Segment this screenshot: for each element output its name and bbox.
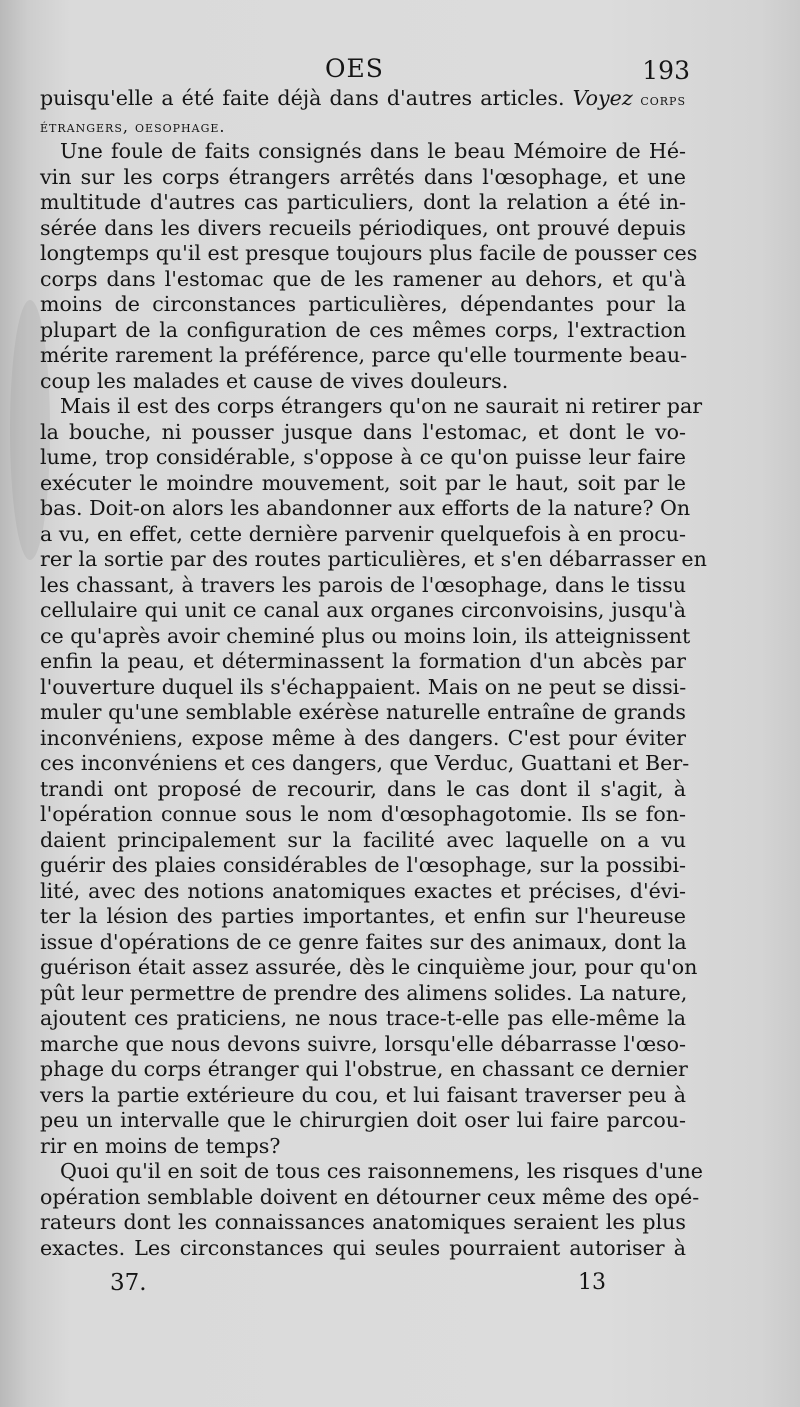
text-line: guérir des plaies considérables de l'œsophage, sur la possibi- (40, 853, 686, 877)
text-line: moins de circonstances particulières, dépendantes pour la (40, 292, 686, 316)
text-line: longtemps qu'il est presque toujours plus facile de pousser ces (40, 241, 698, 265)
paragraph-2 (40, 139, 698, 394)
text-line: peu un intervalle que le chirurgien doit oser lui faire parcou- (40, 1108, 686, 1132)
text-line: vin sur les corps étrangers arrêtés dans l'œsophage, et une (40, 164, 686, 189)
sheet-number: 13 (578, 1270, 606, 1295)
text-line: opération semblable doivent en détourner ceux même des opé- (40, 1184, 700, 1209)
text-line: bas. Doit-on alors les abandonner aux efforts de la nature? On (40, 496, 691, 520)
text-line: trandi ont proposé de recourir, dans le cas dont il s'agit, à (40, 776, 686, 801)
text-line: ajoutent ces praticiens, ne nous trace-t-elle pas elle-même la (40, 1006, 686, 1030)
text-line: a vu, en effet, cette dernière parvenir quelquefois à en procu- (40, 521, 686, 546)
text-line: marche que nous devons suivre, lorsqu'elle débarrasse l'œso- (40, 1031, 686, 1056)
signature-mark: 37. (110, 1270, 147, 1296)
paragraph-1-line-1: puisqu'elle a été faite déjà dans d'autres articles. Voyez corps (40, 86, 686, 110)
text-line: les chassant, à travers les parois de l'œsophage, dans le tissu (40, 572, 686, 597)
body-text (40, 86, 707, 1261)
text-line: Quoi qu'il en soit de tous ces raisonnemens, les risques d'une (60, 1159, 703, 1183)
text-line: enfin la peau, et déterminassent la formation d'un abcès par (40, 649, 686, 673)
text-line: sérée dans les divers recueils périodiques, ont prouvé depuis (40, 215, 686, 240)
running-head (40, 54, 690, 84)
text-line: daient principalement sur la facilité avec laquelle on a vu (40, 827, 686, 852)
text-line: rir en moins de temps? (40, 1133, 281, 1158)
paragraph-3 (40, 394, 707, 1159)
text-line: rateurs dont les connaissances anatomiques seraient les plus (40, 1210, 686, 1234)
paragraph-1-line-2: étrangers, oesophage. (40, 116, 226, 136)
text-line: plupart de la configuration de ces mêmes corps, l'extraction (40, 317, 686, 342)
page-footer (40, 1270, 686, 1300)
text-line: inconvéniens, expose même à des dangers. C'est pour éviter (40, 725, 686, 750)
text-line: ter la lésion des parties importantes, et enfin sur l'heureuse (40, 904, 686, 928)
text-line: exactes. Les circonstances qui seules pourraient autoriser à (40, 1235, 686, 1260)
text-line: l'ouverture duquel ils s'échappaient. Mais on ne peut se dissi- (40, 674, 687, 699)
text-line: lité, avec des notions anatomiques exactes et précises, d'évi- (40, 878, 686, 903)
text-line: cellulaire qui unit ce canal aux organes circonvoisins, jusqu'à (40, 598, 686, 622)
text-line: coup les malades et cause de vives douleurs. (40, 368, 509, 393)
running-head-title: OES (325, 54, 384, 83)
text-line: issue d'opérations de ce genre faites sur des animaux, dont la (40, 929, 687, 954)
text-line: muler qu'une semblable exérèse naturelle entraîne de grands (40, 700, 686, 724)
text-line: la bouche, ni pousser jusque dans l'estomac, et dont le vo- (40, 419, 686, 444)
text-line: pût leur permettre de prendre des alimens solides. La nature, (40, 980, 688, 1005)
voyez-reference: Voyez (572, 86, 633, 110)
text-line: l'opération connue sous le nom d'œsophagotomie. Ils se fon- (40, 802, 686, 826)
text-line: Mais il est des corps étrangers qu'on ne saurait ni retirer par (60, 394, 703, 418)
text-line: vers la partie extérieure du cou, et lui faisant traverser peu à (40, 1082, 686, 1107)
page-number: 193 (642, 56, 690, 85)
text-line: corps dans l'estomac que de les ramener au dehors, et qu'à (40, 266, 686, 291)
paragraph-4 (40, 1159, 703, 1261)
text-line: guérison était assez assurée, dès le cinquième jour, pour qu'on (40, 955, 698, 979)
text-line: exécuter le moindre mouvement, soit par le haut, soit par le (40, 470, 686, 495)
text-line: phage du corps étranger qui l'obstrue, en chassant ce dernier (40, 1057, 688, 1081)
text-line: ces inconvéniens et ces dangers, que Verduc, Guattani et Ber- (40, 751, 690, 775)
text-line: mérite rarement la préférence, parce qu'elle tourmente beau- (40, 343, 688, 367)
text-line: multitude d'autres cas particuliers, dont la relation a été in- (40, 190, 686, 214)
text-line: lume, trop considérable, s'oppose à ce qu'on puisse leur faire (40, 445, 686, 469)
text-line: ce qu'après avoir cheminé plus ou moins loin, ils atteignissent (40, 623, 691, 648)
text-line: rer la sortie par des routes particulières, et s'en débarrasser en (40, 547, 707, 571)
text-line: Une foule de faits consignés dans le beau Mémoire de Hé- (60, 139, 686, 163)
